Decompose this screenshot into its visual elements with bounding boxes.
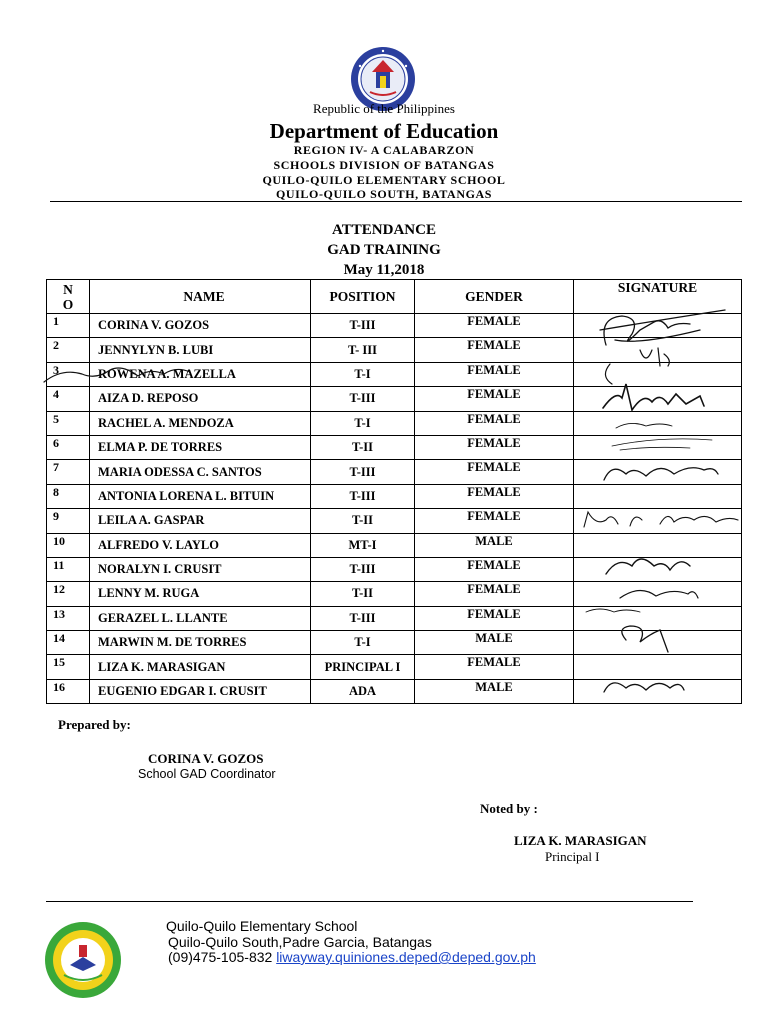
row-signature <box>574 460 742 484</box>
row-name: LEILA A. GASPAR <box>90 509 311 533</box>
row-gender: FEMALE <box>415 582 574 606</box>
row-gender: FEMALE <box>415 338 574 362</box>
row-position: T-III <box>311 460 415 484</box>
row-position: T- III <box>311 338 415 362</box>
row-name: NORALYN I. CRUSIT <box>90 557 311 581</box>
table-row <box>47 338 742 362</box>
row-name: MARWIN M. DE TORRES <box>90 631 311 655</box>
address-line: QUILO-QUILO SOUTH, BATANGAS <box>275 187 493 201</box>
row-signature <box>574 606 742 630</box>
row-name: LENNY M. RUGA <box>90 582 311 606</box>
row-position: ADA <box>311 679 415 703</box>
row-signature <box>574 533 742 557</box>
row-signature <box>574 679 742 703</box>
row-no: 7 <box>47 460 90 484</box>
header-no: N O <box>47 280 90 314</box>
header-gender: GENDER <box>415 280 574 314</box>
row-gender: FEMALE <box>415 509 574 533</box>
row-signature <box>574 631 742 655</box>
republic-label: Republic of the Philippines <box>313 101 455 116</box>
attendance-table <box>46 279 742 704</box>
table-row <box>47 509 742 533</box>
training-title: GAD TRAINING <box>327 242 441 258</box>
row-no: 2 <box>47 338 90 362</box>
table-row <box>47 411 742 435</box>
table-row <box>47 655 742 679</box>
footer-school: Quilo-Quilo Elementary School <box>166 918 358 934</box>
department-title: Department of Education <box>269 119 499 143</box>
row-no: 14 <box>47 631 90 655</box>
prepared-by-name: CORINA V. GOZOS <box>148 751 264 766</box>
row-position: T-I <box>311 411 415 435</box>
row-gender: FEMALE <box>415 362 574 386</box>
row-name: MARIA ODESSA C. SANTOS <box>90 460 311 484</box>
prepared-by-label: Prepared by: <box>58 717 131 732</box>
school-logo <box>44 921 122 999</box>
row-gender: FEMALE <box>415 655 574 679</box>
row-position: T-III <box>311 387 415 411</box>
row-signature <box>574 582 742 606</box>
row-signature <box>574 362 742 386</box>
row-name: ELMA P. DE TORRES <box>90 435 311 459</box>
footer-divider <box>46 901 693 902</box>
school-line: QUILO-QUILO ELEMENTARY SCHOOL <box>262 173 506 187</box>
row-gender: FEMALE <box>415 314 574 338</box>
table-header-row <box>47 280 742 314</box>
row-gender: MALE <box>415 631 574 655</box>
row-position: T-II <box>311 435 415 459</box>
row-name: CORINA V. GOZOS <box>90 314 311 338</box>
footer-email-link[interactable]: liwayway.quiniones.deped@deped.gov.ph <box>276 949 536 965</box>
row-signature <box>574 338 742 362</box>
header-name: NAME <box>90 280 311 314</box>
training-date: May 11,2018 <box>343 262 425 278</box>
row-no: 13 <box>47 606 90 630</box>
row-name: LIZA K. MARASIGAN <box>90 655 311 679</box>
row-signature <box>574 655 742 679</box>
footer-phone: (09)475-105-832 <box>168 949 273 965</box>
table-row <box>47 679 742 703</box>
row-no: 4 <box>47 387 90 411</box>
table-row <box>47 435 742 459</box>
row-gender: FEMALE <box>415 557 574 581</box>
table-row <box>47 484 742 508</box>
row-position: T-II <box>311 582 415 606</box>
row-signature <box>574 509 742 533</box>
row-signature <box>574 314 742 338</box>
row-position: PRINCIPAL I <box>311 655 415 679</box>
row-gender: FEMALE <box>415 387 574 411</box>
row-no: 12 <box>47 582 90 606</box>
table-row <box>47 631 742 655</box>
row-name: GERAZEL L. LLANTE <box>90 606 311 630</box>
division-line: SCHOOLS DIVISION OF BATANGAS <box>273 158 495 172</box>
row-position: T-III <box>311 557 415 581</box>
row-gender: FEMALE <box>415 411 574 435</box>
row-name: EUGENIO EDGAR I. CRUSIT <box>90 679 311 703</box>
row-no: 8 <box>47 484 90 508</box>
row-name: AIZA D. REPOSO <box>90 387 311 411</box>
footer-address: Quilo-Quilo South,Padre Garcia, Batangas <box>168 934 432 950</box>
row-position: T-I <box>311 631 415 655</box>
row-gender: FEMALE <box>415 435 574 459</box>
table-row <box>47 387 742 411</box>
footer-contact <box>168 949 536 965</box>
row-signature <box>574 484 742 508</box>
row-position: MT-I <box>311 533 415 557</box>
table-row <box>47 314 742 338</box>
row-no: 11 <box>47 557 90 581</box>
row-no: 1 <box>47 314 90 338</box>
row-name: ANTONIA LORENA L. BITUIN <box>90 484 311 508</box>
row-signature <box>574 411 742 435</box>
noted-by-role: Principal I <box>545 849 600 864</box>
row-signature <box>574 557 742 581</box>
table-row <box>47 460 742 484</box>
row-name: JENNYLYN B. LUBI <box>90 338 311 362</box>
row-position: T-III <box>311 314 415 338</box>
table-row <box>47 606 742 630</box>
row-signature <box>574 387 742 411</box>
row-position: T-II <box>311 509 415 533</box>
row-position: T-III <box>311 606 415 630</box>
table-row <box>47 582 742 606</box>
row-no: 5 <box>47 411 90 435</box>
header-divider <box>50 201 742 202</box>
row-no: 9 <box>47 509 90 533</box>
row-no: 3 <box>47 362 90 386</box>
row-name: ALFREDO V. LAYLO <box>90 533 311 557</box>
row-gender: FEMALE <box>415 460 574 484</box>
table-row <box>47 533 742 557</box>
row-position: T-III <box>311 484 415 508</box>
row-no: 6 <box>47 435 90 459</box>
attendance-title: ATTENDANCE <box>332 222 436 238</box>
table-row <box>47 362 742 386</box>
row-gender: MALE <box>415 533 574 557</box>
row-name: ROWENA A. MAZELLA <box>90 362 311 386</box>
table-row <box>47 557 742 581</box>
row-gender: FEMALE <box>415 606 574 630</box>
row-gender: FEMALE <box>415 484 574 508</box>
header-signature: SIGNATURE <box>574 280 742 314</box>
row-position: T-I <box>311 362 415 386</box>
row-gender: MALE <box>415 679 574 703</box>
noted-by-name: LIZA K. MARASIGAN <box>514 833 647 848</box>
row-no: 10 <box>47 533 90 557</box>
row-signature <box>574 435 742 459</box>
header-position: POSITION <box>311 280 415 314</box>
prepared-by-role: School GAD Coordinator <box>138 767 276 781</box>
row-name: RACHEL A. MENDOZA <box>90 411 311 435</box>
region-line: REGION IV- A CALABARZON <box>293 143 475 157</box>
row-no: 16 <box>47 679 90 703</box>
noted-by-label: Noted by : <box>480 801 538 816</box>
row-no: 15 <box>47 655 90 679</box>
